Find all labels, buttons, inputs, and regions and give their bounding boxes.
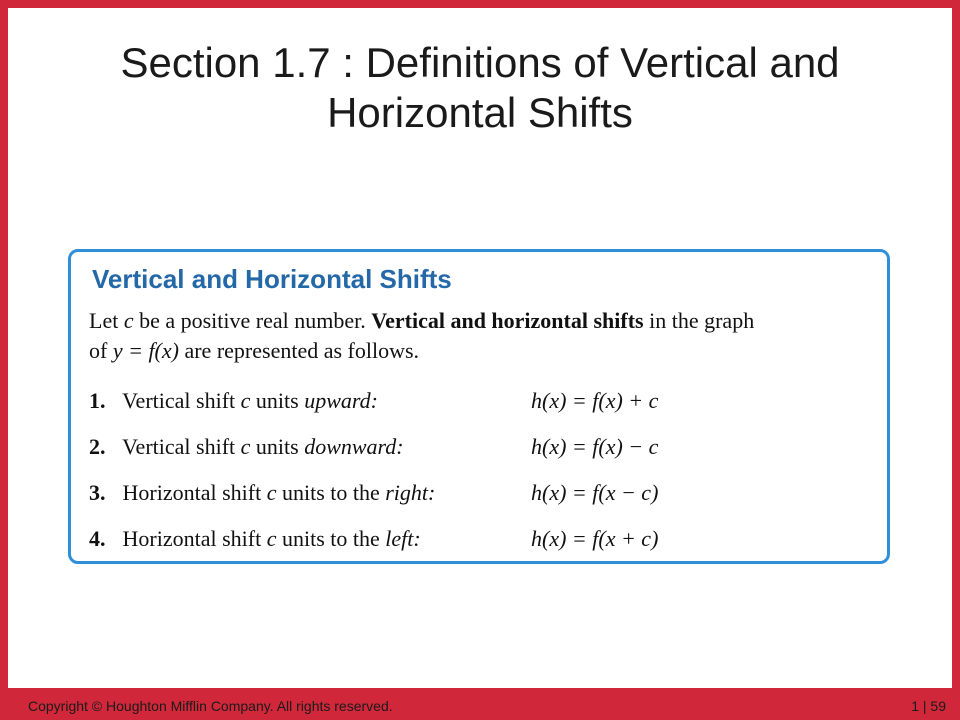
item-direction: downward: xyxy=(304,434,404,459)
definition-intro xyxy=(89,306,879,366)
intro-text: are represented as follows. xyxy=(178,338,420,363)
item-variable: c xyxy=(266,526,277,551)
copyright-notice: Copyright © Houghton Mifflin Company. All rights reserved. xyxy=(28,698,393,714)
item-direction: right: xyxy=(385,480,436,505)
slide xyxy=(8,8,952,688)
intro-math: y = f(x) xyxy=(112,338,179,363)
item-text: Horizontal shift xyxy=(122,480,267,505)
item-text: Horizontal shift xyxy=(122,526,267,551)
list-item xyxy=(89,432,879,462)
list-item xyxy=(89,524,879,554)
intro-text: Let xyxy=(89,308,124,333)
item-formula: h(x) = f(x + c) xyxy=(531,526,659,551)
list-item xyxy=(89,478,879,508)
item-text: Vertical shift xyxy=(122,388,241,413)
item-number: 1. xyxy=(89,388,106,413)
item-text: units to the xyxy=(276,480,386,505)
title-line-2: Horizontal Shifts xyxy=(327,89,633,136)
intro-variable: c xyxy=(123,308,134,333)
item-formula: h(x) = f(x) + c xyxy=(531,388,659,413)
item-variable: c xyxy=(240,388,251,413)
intro-text: of xyxy=(89,338,113,363)
item-text: units xyxy=(250,434,305,459)
item-variable: c xyxy=(266,480,277,505)
title-line-1: Section 1.7 : Definitions of Vertical and xyxy=(120,39,840,86)
item-direction: upward: xyxy=(304,388,378,413)
item-formula: h(x) = f(x − c) xyxy=(531,480,659,505)
definition-heading: Vertical and Horizontal Shifts xyxy=(92,264,452,294)
item-formula: h(x) = f(x) − c xyxy=(531,434,659,459)
item-text: units to the xyxy=(276,526,386,551)
intro-bold-term: Vertical and horizontal shifts xyxy=(371,308,644,333)
list-item xyxy=(89,386,879,416)
item-text: Vertical shift xyxy=(122,434,241,459)
item-number: 2. xyxy=(89,434,106,459)
item-text: units xyxy=(250,388,305,413)
intro-text: in the graph xyxy=(643,308,755,333)
item-number: 4. xyxy=(89,526,106,551)
definition-box xyxy=(68,249,890,564)
item-direction: left: xyxy=(385,526,421,551)
item-variable: c xyxy=(240,434,251,459)
intro-text: be a positive real number. xyxy=(133,308,372,333)
slide-title xyxy=(8,38,952,138)
page-number: 1 | 59 xyxy=(911,698,946,714)
item-number: 3. xyxy=(89,480,106,505)
